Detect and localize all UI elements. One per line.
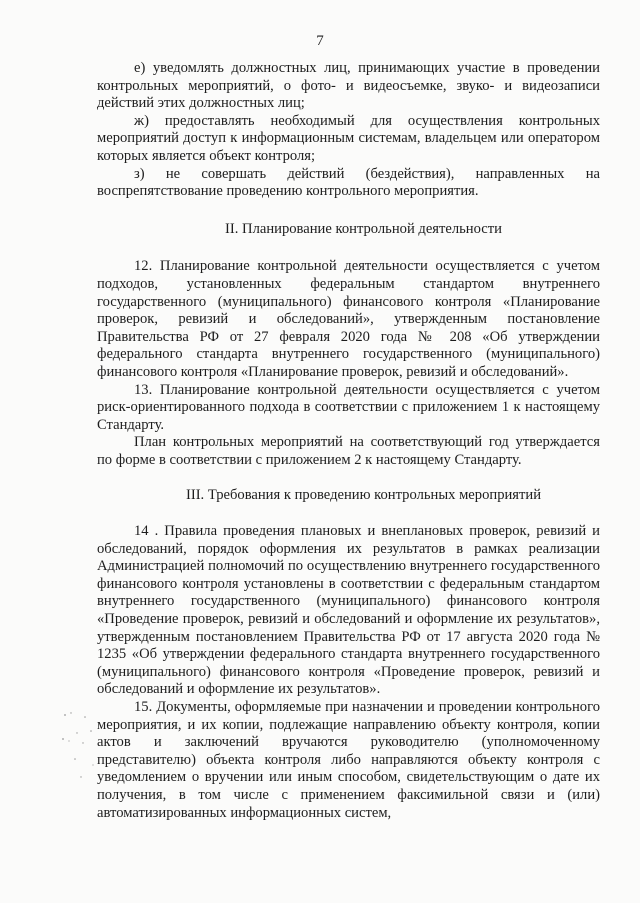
paragraph-15: 15. Документы, оформляемые при назначении и проведении контрольного мероприятия, и их копии, подлежащие направлению объекту контроля, копии актов и заключений вручаются руководителю (уполномоченному представителю) объекта контроля либо направляются объекту контроля с уведомлением о вручении или иным способом, свидетельствующим о дате их получения, в том числе с применением факсимильной связи и (или) автоматизированных информационных систем,	[97, 699, 600, 821]
paragraph-zh: ж) предоставлять необходимый для осуществления контрольных мероприятий доступ к информационным системам, владельцем или оператором которых является объект контроля;	[97, 112, 600, 164]
paragraph-13: 13. Планирование контрольной деятельности осуществляется с учетом риск-ориентированного подхода в соответствии с приложением 1 к настоящему Стандарту.	[97, 381, 600, 433]
paragraph-12: 12. Планирование контрольной деятельности осуществляется с учетом подходов, установленных федеральным стандартом внутреннего государственного (муниципального) финансового контроля «Планирование проверок, ревизий и обследований», утвержденным постановление Правительства РФ от 27 февраля 2020 года № 208 «Об утверждении федерального стандарта внутреннего государственного (муниципального) финансового контроля «Планирование проверок, ревизий и обследований».	[97, 258, 600, 380]
section-2-heading: II. Планирование контрольной деятельности	[225, 220, 502, 237]
paragraph-z: з) не совершать действий (бездействия), направленных на воспрепятствование проведению контрольного мероприятия.	[97, 165, 600, 200]
paragraph-e: е) уведомлять должностных лиц, принимающих участие в проведении контрольных мероприятий, о фото- и видеосъемке, звуко- и видеозаписи действий этих должностных лиц;	[97, 60, 600, 112]
document-body	[97, 60, 600, 822]
paragraph-plan: План контрольных мероприятий на соответствующий год утверждается по форме в соответствии с приложением 2 к настоящему Стандарту.	[97, 434, 600, 468]
scan-noise-marks	[55, 703, 105, 793]
paragraph-14: 14 . Правила проведения плановых и внеплановых проверок, ревизий и обследований, порядок оформления их результатов в рамках реализации Администрацией полномочий по осуществлению внутреннего государственного финансового контроля установлены в соответствии с федеральным стандартом внутреннего государственного (муниципального) финансового контроля «Проведение проверок, ревизий и обследований и оформление их результатов», утвержденным постановлением Правительства РФ от 17 августа 2020 года № 1235 «Об утверждении федерального стандарта внутреннего государственного (муниципального) финансового контроля «Проведение проверок, ревизий и обследований и оформление их результатов».	[97, 523, 600, 698]
page-number: 7	[316, 33, 324, 49]
section-3-heading: III. Требования к проведению контрольных мероприятий	[185, 487, 542, 504]
